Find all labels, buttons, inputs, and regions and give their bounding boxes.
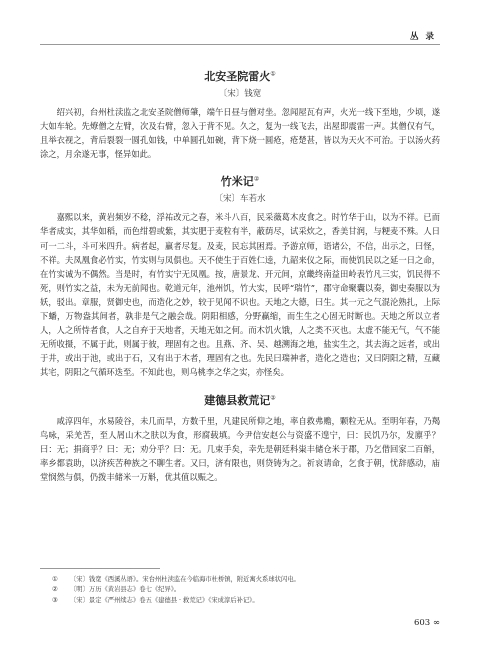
section-title: 竹米记② (220, 175, 260, 189)
footnote-marker: ② (270, 393, 276, 401)
paragraph: 绍兴初，台州杜渎监之北安圣院僧师肇，端午日昼与僧对坐。忽闻屋瓦有声，火光一线下至地，少顷，遂大如车轮。先燎僧之左臂，次及右臂，忽入于背不见。久之，复为一线飞去，出屋即震雷一声。其僧仅有气，且举衣视之，背后裂裂一圆孔如钱，中单圆孔如碗，背下烧一圆疮，疮楚甚，皆以为天火不可治。于以汤火药涂之，月余遂无事，怪异如此。 (40, 107, 440, 160)
footnote-mark: ② (52, 586, 58, 594)
footnote-text: 〔宋〕景定《严州续志》卷五《建德县 · 救荒记》《宋成淳后补记》。 (70, 596, 259, 604)
footnote-marker: ① (270, 70, 276, 78)
footnote (52, 596, 440, 606)
footnote (52, 585, 440, 595)
footnote-text: 〔明〕万历《黄岩县志》卷七《纪异》。 (70, 586, 181, 594)
footnote-marker: ② (253, 175, 260, 183)
footnote-mark: ① (52, 576, 58, 583)
author-byline: 〔宋〕钱宽 (218, 89, 262, 99)
page-content (40, 56, 440, 484)
footnote-divider (40, 568, 160, 569)
section-zhumi (40, 173, 440, 379)
footnotes (52, 575, 440, 606)
page-header (40, 30, 440, 45)
footnote-text: 〔宋〕钱宽《西溪丛语》。宋台州杜渎监在今临海市杜桥镇，附近寓火系球状闪电。 (70, 576, 300, 583)
section-jiande (40, 392, 440, 484)
author-byline: 〔宋〕车若水 (214, 194, 266, 205)
paragraph: 咸淳四年，水易陵谷，未几而旱，方数千里，凡建民所仰之地，率自救弗赡，颗粒无从。至明年春，乃羯鸟咏，采羌苦，至人屑山木之肤以为食，形腐载填。今尹信安赵公与资盛不遑宁，曰：民饥乃尔，发廪乎？曰：无；捐商乎？曰：无；劝分乎？曰：无。几束手矣，幸先是朝廷科粜丰储仓米于郡，乃乞借回家二百斛，率乡都袁助，以济疾苦种族之不聊生者。又曰，济有限也，则贷铸为之。祈哀请命，乞食于朝，忧辞感动，庙堂悯然与俱，仍拨丰储米一万斛，优其值以赈之。 (40, 415, 440, 482)
running-head: 丛 录 (410, 32, 436, 42)
footnote-mark: ③ (52, 596, 58, 604)
paragraph: 嘉熙以来，黄岩频岁不稔，浮祐改元之春，米斗八百，民采薇葛木皮食之。时竹华于山，以为不祥。已而华者成实，其华如稻，而色绀碧或紫，其实肥于麦粒有半，蔽荫尽，试采炊之，香美甘润，与粳麦不殊。人日可一二斗，斗可米四升。病者起，羸者尽复。及麦，民忘其困焉。予游京师，语诸公，不信，出示之，曰怪，不祥。夫凤凰食必竹实，竹实则与凤俱也。天不使生于百姓仁逵，九韶来仪之际，而使饥民以之延一日之命，在竹实诚为不偶然。当是时，有竹实宁无凤凰。按，唐景龙、开元间，京畿终南益田岭表竹凡三实，饥民得不死，则竹实之益，未为无前闻也。乾道元年，池州饥，竹大实，民呼“瑞竹”，郡守命聚囊以奏，御史奏服以为妖，驳出。章服，贤御史也，而造化之妙，较于见闻不识也。天地之大德，曰生。其一元之气混沦熟扎，上际下蟠，万物盎其间者，孰非是气之融会哉。阴阳相感，分野赢缩，而生生之心固无时断也。天地之所以立者人，人之所恃者食，人之自弃于天地者，天地无如之何。而木饥火饿，人之类不灭也。太虚不能无气，气不能无所收摄，不属于此，则属于彼，理固有之也。且燕、齐、吴、越溯海之地，盐实生之，其去海之远者，或出于井，或出于池，或出于石，又有出于木者，理固有之也。先民曰瑞神者，造化之造也；又曰阴阳之精，互藏其宅，阴阳之气循环迭至。不知此也，则乌桃李之华之实，亦怪矣。 (40, 212, 440, 378)
section-title: 建德县救荒记② (204, 393, 276, 407)
footnote (52, 575, 440, 585)
section-title: 北安圣院雷火① (204, 70, 276, 83)
section-beian (40, 68, 440, 161)
page-number: 603 ∞ (413, 618, 440, 628)
